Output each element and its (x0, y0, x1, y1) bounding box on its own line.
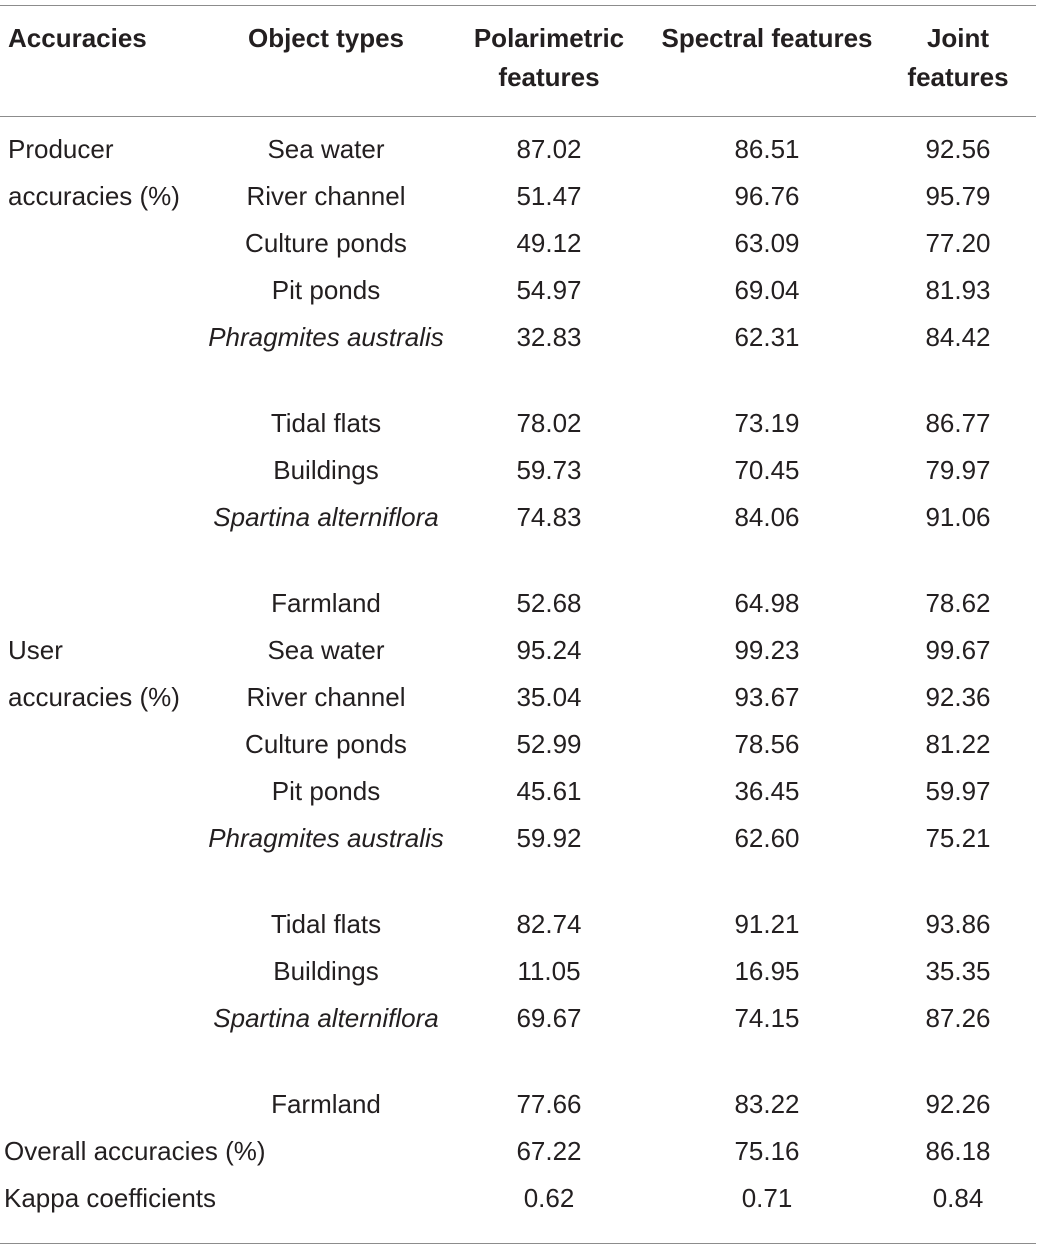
header-object-types: Object types (247, 23, 405, 53)
polarimetric-value-cell: 52.99 (516, 729, 582, 759)
spectral-value-cell: 73.19 (734, 408, 800, 438)
table-row (0, 404, 1036, 451)
object-type-cell: Phragmites australis (208, 823, 444, 853)
table-bottom-rule (0, 1243, 1036, 1244)
polarimetric-value-cell: 69.67 (516, 1003, 582, 1033)
object-type-cell: River channel (246, 682, 406, 712)
joint-value-cell: 92.56 (925, 134, 991, 164)
spectral-value-cell: 83.22 (734, 1089, 800, 1119)
polarimetric-value-cell: 59.73 (516, 455, 582, 485)
spectral-value-cell: 70.45 (734, 455, 800, 485)
table-row (0, 584, 1036, 631)
table-row (0, 116, 1036, 177)
table-row (0, 725, 1036, 772)
joint-value-cell: 78.62 (925, 588, 991, 618)
accuracy-table (0, 19, 1036, 1226)
table-row (0, 451, 1036, 498)
object-type-cell: River channel (246, 181, 406, 211)
polarimetric-value-cell: 54.97 (516, 275, 582, 305)
table-row (0, 631, 1036, 678)
joint-value-cell: 93.86 (925, 909, 991, 939)
polarimetric-value-cell: 11.05 (517, 956, 581, 986)
object-type-cell: Farmland (271, 588, 381, 618)
empty-cell (0, 498, 208, 584)
spectral-value-cell: 99.23 (734, 635, 800, 665)
producer-accuracies-label-line2: accuracies (%) (8, 181, 180, 211)
table-row (0, 177, 1036, 224)
table-row (0, 224, 1036, 271)
empty-cell (0, 271, 208, 318)
table-row (0, 952, 1036, 999)
polarimetric-value-cell: 95.24 (516, 635, 582, 665)
empty-cell (0, 999, 208, 1085)
table-body (0, 116, 1036, 1226)
polarimetric-value-cell: 35.04 (516, 682, 582, 712)
empty-cell (0, 451, 208, 498)
empty-cell (0, 819, 208, 905)
spectral-value-cell: 63.09 (734, 228, 800, 258)
spectral-value-cell: 64.98 (734, 588, 800, 618)
header-joint-features: Joint features (907, 23, 1009, 92)
polarimetric-value-cell: 78.02 (516, 408, 582, 438)
object-type-cell: Culture ponds (245, 228, 407, 258)
spectral-value-cell: 84.06 (734, 502, 800, 532)
overall-accuracies-row (0, 1132, 1036, 1179)
spectral-value-cell: 69.04 (734, 275, 800, 305)
object-type-cell: Spartina alterniflora (213, 1003, 439, 1033)
overall-polarimetric-value: 67.22 (516, 1136, 582, 1166)
table-header-row (0, 19, 1036, 116)
polarimetric-value-cell: 77.66 (516, 1089, 582, 1119)
table-row (0, 318, 1036, 404)
polarimetric-value-cell: 51.47 (516, 181, 582, 211)
overall-accuracies-label: Overall accuracies (%) (4, 1136, 266, 1166)
kappa-spectral-value: 0.71 (741, 1183, 793, 1213)
polarimetric-value-cell: 82.74 (516, 909, 582, 939)
joint-value-cell: 99.67 (925, 635, 991, 665)
kappa-coefficients-label: Kappa coefficients (4, 1183, 216, 1213)
header-polarimetric-features: Polarimetric features (473, 23, 625, 92)
table-top-rule (0, 5, 1036, 6)
empty-cell (0, 952, 208, 999)
object-type-cell: Farmland (271, 1089, 381, 1119)
kappa-joint-value: 0.84 (932, 1183, 984, 1213)
table-row (0, 271, 1036, 318)
object-type-cell: Sea water (267, 134, 385, 164)
object-type-cell: Culture ponds (245, 729, 407, 759)
polarimetric-value-cell: 52.68 (516, 588, 582, 618)
empty-cell (0, 772, 208, 819)
joint-value-cell: 77.20 (925, 228, 991, 258)
joint-value-cell: 92.26 (925, 1089, 991, 1119)
object-type-cell: Sea water (267, 635, 385, 665)
joint-value-cell: 75.21 (925, 823, 991, 853)
object-type-cell: Tidal flats (270, 909, 382, 939)
table-row (0, 819, 1036, 905)
empty-cell (0, 725, 208, 772)
table-row (0, 905, 1036, 952)
overall-joint-value: 86.18 (925, 1136, 991, 1166)
polarimetric-value-cell: 32.83 (516, 322, 582, 352)
joint-value-cell: 91.06 (925, 502, 991, 532)
polarimetric-value-cell: 49.12 (516, 228, 582, 258)
table-row (0, 1085, 1036, 1132)
joint-value-cell: 79.97 (925, 455, 991, 485)
spectral-value-cell: 96.76 (734, 181, 800, 211)
polarimetric-value-cell: 87.02 (516, 134, 582, 164)
spectral-value-cell: 62.31 (734, 322, 800, 352)
table-row (0, 999, 1036, 1085)
joint-value-cell: 95.79 (925, 181, 991, 211)
joint-value-cell: 35.35 (925, 956, 991, 986)
object-type-cell: Pit ponds (271, 776, 381, 806)
object-type-cell: Tidal flats (270, 408, 382, 438)
empty-cell (0, 1085, 208, 1132)
producer-accuracies-label-line1: Producer (8, 134, 114, 164)
spectral-value-cell: 91.21 (734, 909, 800, 939)
spectral-value-cell: 62.60 (734, 823, 800, 853)
table-row (0, 678, 1036, 725)
joint-value-cell: 87.26 (925, 1003, 991, 1033)
object-type-cell: Buildings (273, 455, 379, 485)
overall-spectral-value: 75.16 (734, 1136, 800, 1166)
object-type-cell: Pit ponds (271, 275, 381, 305)
user-accuracies-label-line1: User (8, 635, 63, 665)
kappa-polarimetric-value: 0.62 (523, 1183, 575, 1213)
joint-value-cell: 92.36 (925, 682, 991, 712)
spectral-value-cell: 36.45 (734, 776, 800, 806)
table-row (0, 498, 1036, 584)
joint-value-cell: 81.93 (925, 275, 991, 305)
empty-cell (0, 905, 208, 952)
spectral-value-cell: 16.95 (734, 956, 800, 986)
empty-cell (0, 404, 208, 451)
user-accuracies-label-line2: accuracies (%) (8, 682, 180, 712)
spectral-value-cell: 78.56 (734, 729, 800, 759)
joint-value-cell: 86.77 (925, 408, 991, 438)
object-type-cell: Phragmites australis (208, 322, 444, 352)
header-accuracies: Accuracies (8, 23, 147, 53)
kappa-coefficients-row (0, 1179, 1036, 1226)
empty-cell (0, 224, 208, 271)
polarimetric-value-cell: 45.61 (516, 776, 582, 806)
object-type-cell: Spartina alterniflora (213, 502, 439, 532)
spectral-value-cell: 93.67 (734, 682, 800, 712)
empty-cell (0, 318, 208, 404)
empty-cell (0, 584, 208, 631)
joint-value-cell: 84.42 (925, 322, 991, 352)
polarimetric-value-cell: 59.92 (516, 823, 582, 853)
spectral-value-cell: 86.51 (734, 134, 800, 164)
table-row (0, 772, 1036, 819)
header-spectral-features: Spectral features (661, 23, 873, 53)
joint-value-cell: 81.22 (925, 729, 991, 759)
joint-value-cell: 59.97 (925, 776, 991, 806)
spectral-value-cell: 74.15 (734, 1003, 800, 1033)
object-type-cell: Buildings (273, 956, 379, 986)
polarimetric-value-cell: 74.83 (516, 502, 582, 532)
